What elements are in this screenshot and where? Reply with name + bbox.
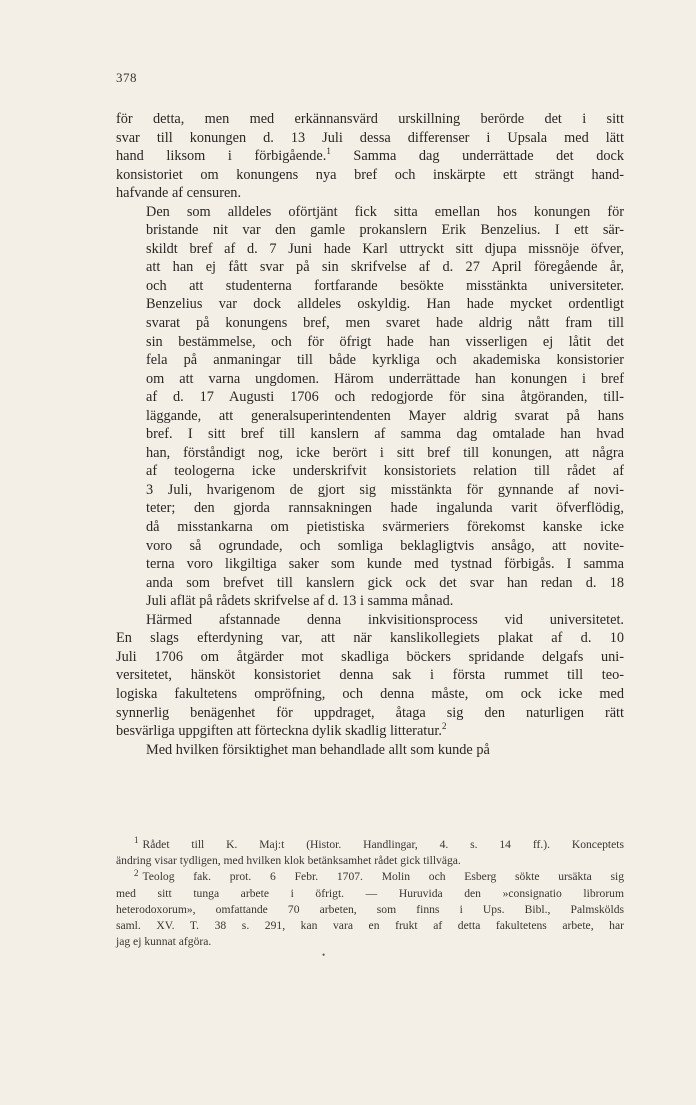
text-line [116, 722, 624, 741]
text-line: Juli aflät på rådets skrifvelse af d. 13 i samma månad. [146, 593, 454, 610]
text-line: Härmed afstannade denna inkvisitionsprocess vid universitetet. [146, 611, 624, 628]
footnote-2 [116, 869, 624, 950]
footnote-line [116, 869, 624, 885]
text-line: att han ej fått svar på sin skrifvelse af d. 27 April föregående år, [146, 259, 624, 276]
text-line: voro så ogrundade, och somliga beklagligtvis ansågo, att novite- [146, 537, 624, 554]
text-line: Benzelius var dock alldeles oskyldig. Han hade mycket ordentligt [146, 296, 624, 313]
main-text [116, 110, 624, 759]
footnote-line: med sitt tunga arbete i öfrigt. — Huruvida den »consignatio librorum [116, 886, 624, 900]
text-line: läggande, att generalsuperintendenten Mayer aldrig svarat på hans [146, 407, 624, 424]
text-segment: hand liksom i förbigående. [116, 148, 327, 165]
text-line: för detta, men med erkännansvärd urskillning berörde det i sitt [116, 111, 624, 127]
text-line: versitetet, hänsköt konsistoriet denna sak i första rummet till teo- [116, 667, 624, 684]
paragraph-4 [116, 741, 624, 760]
text-line: 3 Juli, hvarigenom de gjort sig misstänkta för gynnande af novi- [146, 481, 624, 498]
text-line: sin bestämmelse, och för öfrigt hade han visserligen ej låtit det [146, 333, 624, 350]
footnote-line [116, 837, 624, 853]
footnote-line: ändring visar tydligen, med hvilken klok betänksamhet rådet gick tillväga. [116, 854, 461, 868]
text-segment: Rådet till K. Maj:t (Histor. Handlingar, 4. s. 14 ff.). Konceptets [142, 838, 624, 851]
text-line: om att varna ungdomen. Härom underrättade han konungen i bref [146, 370, 624, 387]
text-line: Juli 1706 om åtgärder mot skadliga böckers spridande delgafs uni- [116, 648, 624, 665]
text-line: svarat på konungens bref, men svaret hade aldrig nått fram till [146, 315, 624, 332]
text-line: terna voro likgiltiga saker som kunde med tystnad förbigås. I samma [146, 556, 624, 573]
paragraph-3 [116, 611, 624, 741]
footnote-ref: 2 [441, 721, 447, 732]
footnote-1 [116, 837, 624, 869]
text-line: bristande nit var den gamle prokanslern Erik Benzelius. I ett sär- [146, 222, 624, 239]
footnote-line: saml. XV. T. 38 s. 291, kan vara en frukt af detta fakultetens arbete, har [116, 919, 624, 933]
text-line [116, 147, 624, 166]
text-line: Med hvilken försiktighet man behandlade allt som kunde på [146, 741, 490, 758]
text-line: teter; den gjorda rannsakningen hade ingalunda varit öfverflödig, [146, 500, 624, 517]
text-line: anda som brefvet till kanslern gick ock det svar han redan d. 18 [146, 574, 624, 591]
paragraph-1 [116, 110, 624, 203]
printer-mark: • [322, 950, 326, 960]
footnote-line: heterodoxorum», omfattande 70 arbeten, som finns i Ups. Bibl., Palmskölds [116, 902, 624, 916]
text-line: logiska fakultetens ompröfning, och denna måste, om ock icke med [116, 685, 624, 702]
text-line: af teologerna icke underskrifvit konsistoriets relation till rådet af [146, 463, 624, 480]
text-line: af d. 17 Augusti 1706 och redogjorde för sina åtgöranden, till- [146, 389, 624, 406]
text-segment: Teolog fak. prot. 6 Febr. 1707. Molin och Esberg sökte ursäkta sig [142, 870, 624, 884]
text-line: och att studenterna fortfarande besökte misstänkta universiteter. [146, 277, 624, 294]
text-line: hafvande af censuren. [116, 185, 242, 202]
text-line: svar till konungen d. 13 Juli dessa differenser i Upsala med lätt [116, 129, 624, 146]
text-segment: Samma dag underrättade det dock [330, 148, 624, 165]
text-line: han, förståndigt nog, icke berört i sitt bref till konungen, att några [146, 444, 624, 461]
text-line: konsistoriet om konungens nya bref och inskärpte ett strängt hand- [116, 166, 624, 183]
text-segment: besvärliga uppgiften att förteckna dylik skadlig litteratur. [116, 723, 442, 740]
text-line: skildt bref af d. 7 Juni hade Karl uttryckt sitt djupa missnöje öfver, [146, 240, 624, 257]
text-line: Den som alldeles oförtjänt fick sitta emellan hos konungen för [146, 203, 624, 220]
paragraph-2 [116, 203, 624, 611]
footnote-mark: 1 [134, 835, 139, 846]
footnote-mark: 2 [134, 867, 139, 878]
text-line: En slags efterdyning var, att när kanslikollegiets plakat af d. 10 [116, 630, 624, 647]
footnote-line: jag ej kunnat afgöra. [116, 935, 212, 949]
page-number: 378 [116, 70, 137, 85]
text-line: synnerlig benägenhet för uppdraget, åtaga sig den naturligen rätt [116, 704, 624, 721]
footnote-ref: 1 [326, 146, 331, 157]
text-line: bref. I sitt bref till kanslern af samma dag omtalade han hvad [146, 426, 624, 443]
footnotes [116, 837, 624, 950]
text-line: fela på anmaningar till både kyrkliga och akademiska konsistorier [146, 352, 624, 369]
text-line: då misstankarna om pietistiska svärmeriers förekomst kanske icke [146, 519, 624, 536]
